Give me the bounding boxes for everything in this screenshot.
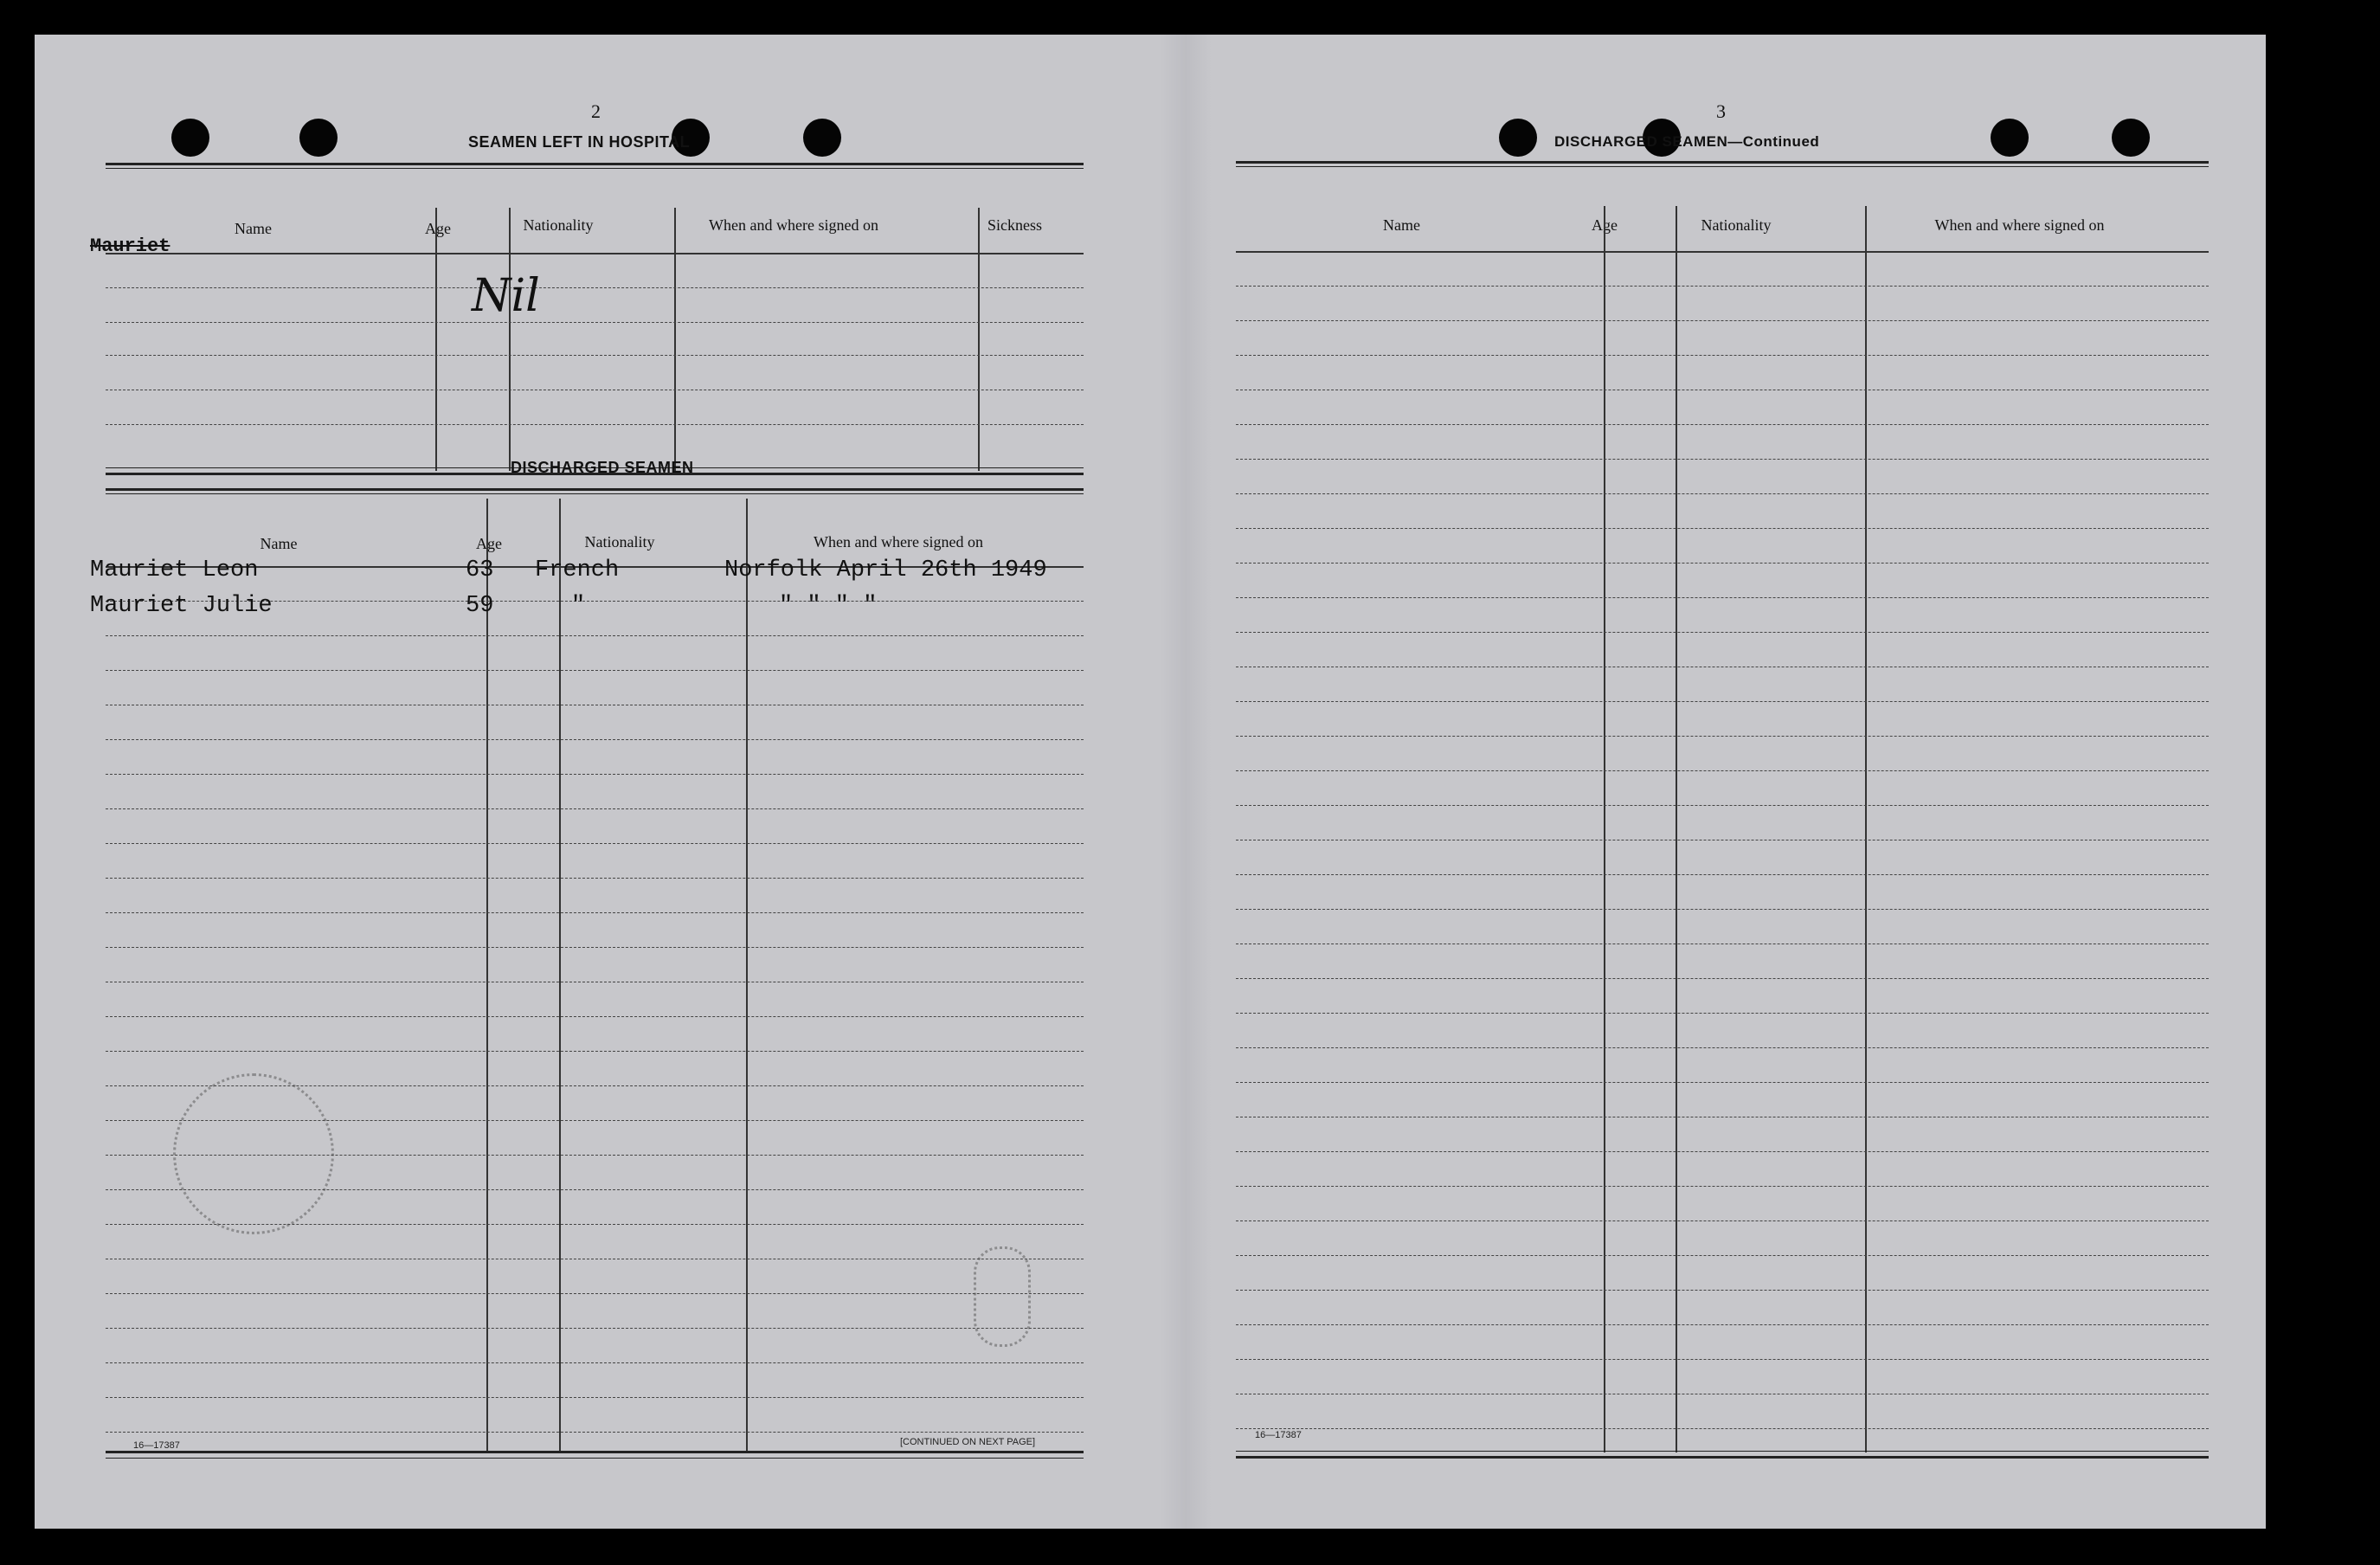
discharged-row-2-signed-on: " " " " bbox=[779, 593, 878, 619]
ruled-line bbox=[1236, 874, 2209, 875]
page-number-left: 2 bbox=[591, 100, 601, 122]
ruled-line bbox=[1236, 736, 2209, 737]
ruled-line bbox=[1236, 632, 2209, 633]
ruled-line bbox=[106, 912, 1084, 913]
discharged-row-1-age: 63 bbox=[466, 557, 494, 583]
discharged-row-2-name: Mauriet Julie bbox=[90, 593, 273, 619]
ruled-line bbox=[106, 1362, 1084, 1363]
punch-hole bbox=[171, 119, 209, 157]
ruled-line bbox=[106, 635, 1084, 636]
discharged-row-2-age: 59 bbox=[466, 593, 494, 619]
ruled-line bbox=[1236, 493, 2209, 494]
ruled-line bbox=[1236, 597, 2209, 598]
ruled-line bbox=[106, 1328, 1084, 1329]
ruled-line bbox=[1236, 1013, 2209, 1014]
ruled-line bbox=[1236, 1047, 2209, 1048]
hospital-col-age: Age bbox=[425, 220, 451, 237]
right-col-age: Age bbox=[1592, 216, 1618, 234]
ruled-line bbox=[106, 843, 1084, 844]
faint-stamp bbox=[173, 1073, 334, 1234]
discharged-col-age: Age bbox=[476, 535, 502, 552]
ruled-line bbox=[1236, 1255, 2209, 1256]
handwritten-nil: Nil bbox=[472, 270, 540, 322]
ruled-line bbox=[1236, 770, 2209, 771]
ruled-line bbox=[1236, 805, 2209, 806]
ruled-line bbox=[1236, 563, 2209, 564]
ruled-line bbox=[1236, 528, 2209, 529]
discharged-col-nationality: Nationality bbox=[584, 533, 655, 551]
ruled-line bbox=[1236, 1186, 2209, 1187]
document-sheet bbox=[35, 35, 2266, 1529]
right-col-signed-on: When and where signed on bbox=[1934, 216, 2105, 234]
ruled-line bbox=[1236, 701, 2209, 702]
ruled-line bbox=[106, 1051, 1084, 1052]
form-number-left: 16—17387 bbox=[133, 1440, 180, 1451]
hospital-col-nationality: Nationality bbox=[523, 216, 594, 234]
ruled-line bbox=[1236, 1082, 2209, 1083]
ruled-line bbox=[106, 808, 1084, 809]
ruled-line bbox=[106, 1397, 1084, 1398]
continued-note: [CONTINUED ON NEXT PAGE] bbox=[900, 1437, 1036, 1447]
ruled-line bbox=[106, 670, 1084, 671]
right-section-title: DISCHARGED SEAMEN—Continued bbox=[1554, 133, 1820, 150]
ruled-line bbox=[1236, 1290, 2209, 1291]
punch-hole bbox=[1499, 119, 1537, 157]
ruled-line bbox=[1236, 1220, 2209, 1221]
page-fold bbox=[1160, 35, 1212, 1529]
discharged-row-2-nationality: " bbox=[571, 593, 586, 619]
ruled-line bbox=[1236, 978, 2209, 979]
ruled-line bbox=[106, 1432, 1084, 1433]
right-col-nationality: Nationality bbox=[1701, 216, 1772, 234]
hospital-section-title: SEAMEN LEFT IN HOSPITAL bbox=[468, 133, 691, 151]
punch-hole bbox=[299, 119, 338, 157]
ruled-line bbox=[1236, 320, 2209, 321]
discharged-col-name: Name bbox=[260, 535, 298, 552]
hospital-table bbox=[106, 163, 1084, 476]
struck-name: Mauriet bbox=[90, 235, 170, 257]
ruled-line bbox=[106, 1293, 1084, 1294]
right-col-name: Name bbox=[1383, 216, 1420, 234]
ruled-line bbox=[1236, 1324, 2209, 1325]
ruled-line bbox=[106, 1016, 1084, 1017]
page-number-right: 3 bbox=[1716, 100, 1726, 122]
discharged-row-1-name: Mauriet Leon bbox=[90, 557, 259, 583]
punch-hole bbox=[803, 119, 841, 157]
discharged-col-signed-on: When and where signed on bbox=[814, 533, 983, 551]
ruled-line bbox=[106, 774, 1084, 775]
ruled-line bbox=[106, 739, 1084, 740]
punch-hole bbox=[2112, 119, 2150, 157]
ruled-line bbox=[106, 947, 1084, 948]
ruled-line bbox=[1236, 286, 2209, 287]
ruled-line bbox=[106, 878, 1084, 879]
hospital-col-sickness: Sickness bbox=[987, 216, 1042, 234]
ruled-line bbox=[1236, 424, 2209, 425]
discharged-table bbox=[106, 488, 1084, 1466]
discharged-row-1-signed-on: Norfolk April 26th 1949 bbox=[724, 557, 1047, 583]
faint-stamp bbox=[974, 1246, 1031, 1347]
ruled-line bbox=[1236, 355, 2209, 356]
ruled-line bbox=[1236, 1428, 2209, 1429]
discharged-continued-table bbox=[1236, 161, 2209, 1461]
discharged-section-title: DISCHARGED SEAMEN bbox=[511, 459, 694, 476]
ruled-line bbox=[1236, 459, 2209, 460]
hospital-col-signed-on: When and where signed on bbox=[709, 216, 878, 234]
ruled-line bbox=[1236, 1151, 2209, 1152]
hospital-col-name: Name bbox=[235, 220, 272, 237]
form-number-right: 16—17387 bbox=[1255, 1430, 1302, 1440]
ruled-line bbox=[1236, 909, 2209, 910]
ruled-line bbox=[1236, 1359, 2209, 1360]
punch-hole bbox=[1991, 119, 2029, 157]
discharged-row-1-nationality: French bbox=[535, 557, 620, 583]
